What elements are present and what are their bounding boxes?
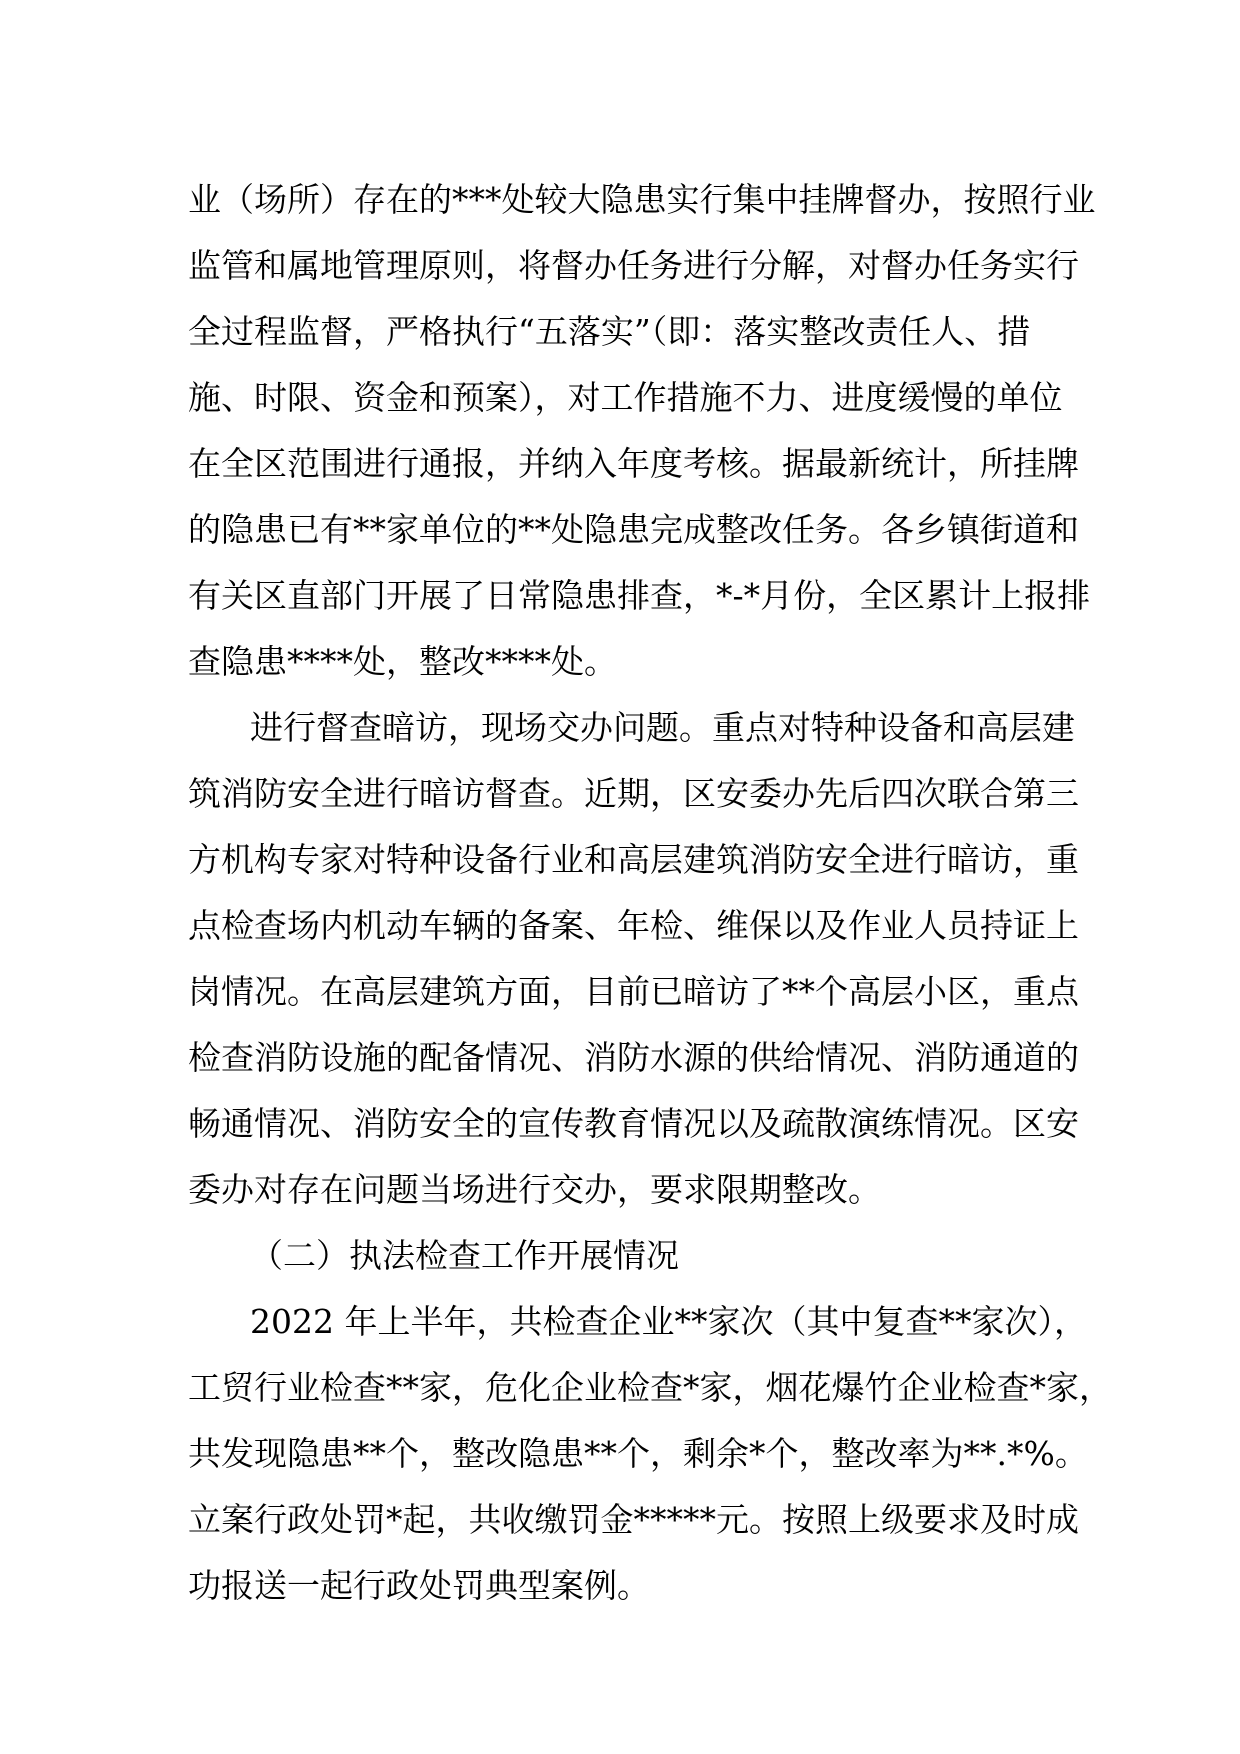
- document-page: [188, 167, 1112, 1619]
- paragraph-line: 在全区范围进行通报，并纳入年度考核。据最新统计，所挂牌: [188, 444, 1079, 483]
- section-heading: （二）执法检查工作开展情况: [250, 1236, 679, 1275]
- paragraph-line: 方机构专家对特种设备行业和高层建筑消防安全进行暗访，重: [188, 840, 1079, 879]
- paragraph-line: 共发现隐患**个，整改隐患**个，剩余*个，整改率为**.*%。: [188, 1434, 1088, 1473]
- paragraph-line: 业（场所）存在的***处较大隐患实行集中挂牌督办，按照行业: [188, 180, 1096, 219]
- paragraph-line: 施、时限、资金和预案），对工作措施不力、进度缓慢的单位: [188, 378, 1063, 417]
- paragraph-line: 进行督查暗访，现场交办问题。重点对特种设备和高层建: [250, 708, 1075, 747]
- paragraph-line: 点检查场内机动车辆的备案、年检、维保以及作业人员持证上: [188, 906, 1079, 945]
- paragraph-line: 委办对存在问题当场进行交办，要求限期整改。: [188, 1170, 881, 1209]
- paragraph-line: 岗情况。在高层建筑方面，目前已暗访了**个高层小区，重点: [188, 972, 1079, 1011]
- paragraph-line: 检查消防设施的配备情况、消防水源的供给情况、消防通道的: [188, 1038, 1079, 1077]
- paragraph-line: 立案行政处罚*起，共收缴罚金*****元。按照上级要求及时成: [188, 1500, 1079, 1539]
- paragraph-line: 2022 年上半年，共检查企业**家次（其中复查**家次），: [250, 1302, 1087, 1341]
- paragraph-line: 工贸行业检查**家，危化企业检查*家，烟花爆竹企业检查*家，: [188, 1368, 1112, 1407]
- paragraph-line: 畅通情况、消防安全的宣传教育情况以及疏散演练情况。区安: [188, 1104, 1079, 1143]
- paragraph-line: 有关区直部门开展了日常隐患排查，*-*月份，全区累计上报排: [188, 576, 1091, 615]
- paragraph-line: 功报送一起行政处罚典型案例。: [188, 1566, 650, 1605]
- paragraph-line: 筑消防安全进行暗访督查。近期，区安委办先后四次联合第三: [188, 774, 1079, 813]
- paragraph-line: 查隐患****处，整改****处。: [188, 642, 617, 681]
- paragraph-line: 全过程监督，严格执行“五落实”（即：落实整改责任人、措: [188, 312, 1031, 351]
- paragraph-line: 的隐患已有**家单位的**处隐患完成整改任务。各乡镇街道和: [188, 510, 1079, 549]
- paragraph-line: 监管和属地管理原则，将督办任务进行分解，对督办任务实行: [188, 246, 1079, 285]
